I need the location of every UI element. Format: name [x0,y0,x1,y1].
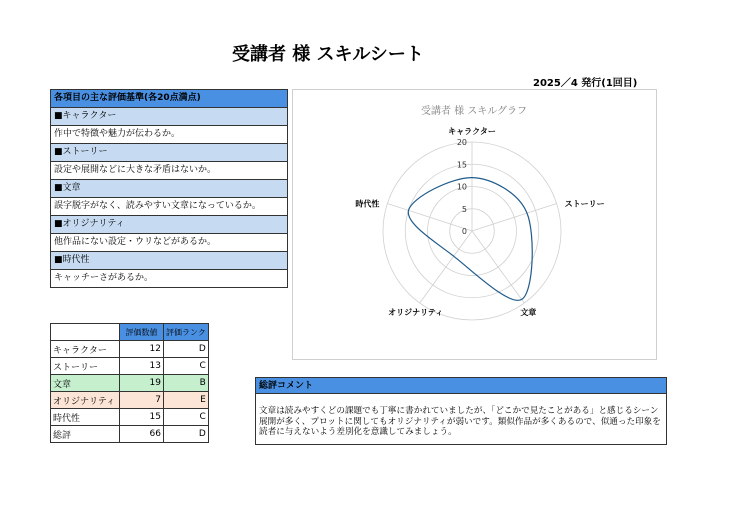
row-rank: D [164,341,209,358]
row-label: ストーリー [51,358,120,375]
category-label: キャラクター [448,127,496,136]
category-label: ストーリー [564,199,605,209]
header-value: 評価数値 [120,324,164,341]
row-label: 総評 [51,426,120,443]
comment-heading: 総評コメント [255,377,667,394]
criteria-desc-character: 作中で特徴や魅力が伝わるか。 [51,126,287,144]
criteria-desc-originality: 他作品にない設定・ウリなどがあるか。 [51,234,287,252]
category-label: 文章 [520,308,537,318]
table-row [51,358,209,375]
row-value: 13 [120,358,164,375]
tick-label: 0 [461,227,467,236]
issue-date: 2025／4 発行(1回目) [533,78,638,89]
chart-title: 受講者 様 スキルグラフ [420,106,528,117]
criteria-category-trend: ■時代性 [51,252,287,270]
row-label: 文章 [51,375,120,392]
tick-label: 15 [456,160,467,170]
row-rank: C [164,358,209,375]
radar-svg [293,90,656,359]
row-value: 66 [120,426,164,443]
comment-text: 文章は読みやすくどの課題でも丁寧に書かれていましたが、「どこかで見たことがある」と感じるシーン展開が多く、プロットに関してもオリジナリティが弱いです。類似作品が多くあるので、似通った印象を読者に与えないよう差別化を意識してみましょう。 [255,394,667,445]
row-value: 12 [120,341,164,358]
skill-radar-chart [292,89,657,360]
row-label: 時代性 [51,409,120,426]
criteria-category-writing: ■文章 [51,180,287,198]
criteria-desc-trend: キャッチーさがあるか。 [51,270,287,288]
category-label: オリジナリティ [388,308,444,318]
score-table [50,323,209,443]
table-row-highlight-best [51,375,209,392]
table-row [51,409,209,426]
table-row-highlight-worst [51,392,209,409]
table-row [51,341,209,358]
tick-label: 20 [456,138,467,147]
score-table-header [51,324,209,341]
grid-spoke [472,203,557,231]
row-rank: E [164,392,209,409]
criteria-category-character: ■キャラクター [51,108,287,126]
tick-label: 5 [461,204,467,214]
criteria-desc-story: 設定や展開などに大きな矛盾はないか。 [51,162,287,180]
criteria-category-originality: ■オリジナリティ [51,216,287,234]
table-row-total [51,426,209,443]
row-value: 7 [120,392,164,409]
criteria-block [50,89,288,288]
grid-spoke [387,203,472,231]
page-title: 受講者 様 スキルシート [232,44,424,65]
row-rank: D [164,426,209,443]
row-rank: B [164,375,209,392]
row-value: 15 [120,409,164,426]
row-rank: C [164,409,209,426]
criteria-heading: 各項目の主な評価基準(各20点満点) [51,90,287,108]
header-rank: 評価ランク [164,324,209,341]
series-line [408,178,532,301]
header-blank-cell [51,324,120,341]
category-label: 時代性 [355,199,380,209]
criteria-category-story: ■ストーリー [51,144,287,162]
row-label: キャラクター [51,341,120,358]
row-value: 19 [120,375,164,392]
criteria-desc-writing: 誤字脱字がなく、読みやすい文章になっているか。 [51,198,287,216]
tick-label: 10 [456,182,467,192]
row-label: オリジナリティ [51,392,120,409]
